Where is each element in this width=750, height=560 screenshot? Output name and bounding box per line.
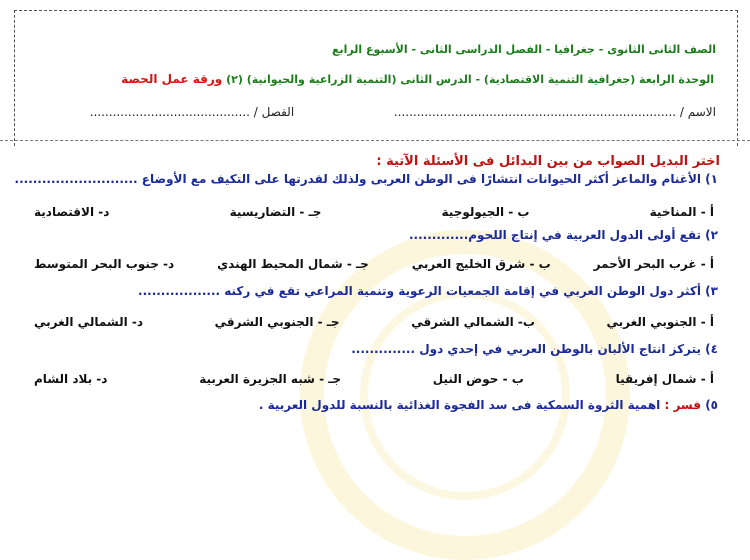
question-5-number: ٥)	[705, 398, 718, 412]
option-b[interactable]: ب- الشمالي الشرقي	[411, 315, 535, 329]
header-line-2	[121, 72, 714, 86]
option-d[interactable]: د- جنوب البحر المتوسط	[34, 257, 175, 271]
option-c[interactable]: جـ - شمال المحيط الهندي	[217, 257, 369, 271]
option-d[interactable]: د- الشمالي الغربي	[34, 315, 144, 329]
option-d[interactable]: د- بلاد الشام	[34, 372, 108, 386]
question-4: ٤) يتركز انتاج الألبان بالوطن العربي في إحدي دول ..............	[351, 342, 718, 356]
question-3-options	[34, 315, 714, 329]
question-4-options	[34, 372, 714, 386]
question-2-options	[34, 257, 714, 271]
header-divider	[0, 140, 750, 141]
option-d[interactable]: د- الاقتصادية	[34, 205, 110, 219]
option-a[interactable]: أ - الجنوبي الغربي	[606, 315, 714, 329]
lesson-title: الوحدة الرابعة (جغرافية التنمية الاقتصادية) - الدرس الثانى (التنمية الزراعية والحيوانية) (٢)	[226, 73, 714, 86]
class-field[interactable]: الفصل / ..........................................	[89, 105, 295, 119]
option-a[interactable]: أ - المناخية	[649, 205, 714, 219]
option-a[interactable]: أ - شمال إفريقيا	[615, 372, 714, 386]
name-field[interactable]: الاسم / ..........................................................................	[393, 105, 716, 119]
question-2: ٢) تقع أولى الدول العربية في إنتاج اللحوم.............	[409, 228, 718, 242]
question-1: ١) الأغنام والماعز أكثر الحيوانات انتشارًا فى الوطن العربى ولذلك لقدرتها على التكيف مع الأوضاع ...........................	[14, 172, 718, 186]
question-1-options	[34, 205, 714, 219]
header-line-1: الصف الثانى الثانوى - جغرافيا - الفصل الدراسى الثانى - الأسبوع الرابع	[331, 43, 716, 56]
option-c[interactable]: جـ - التضاريسية	[229, 205, 322, 219]
option-a[interactable]: أ - غرب البحر الأحمر	[593, 257, 714, 271]
option-b[interactable]: ب - حوض النيل	[432, 372, 524, 386]
question-5-text: اهمية الثروة السمكية فى سد الفجوة الغذائية بالنسبة للدول العربية .	[258, 398, 661, 412]
option-c[interactable]: جـ - شبه الجزيرة العربية	[199, 372, 341, 386]
instruction: اختر البديل الصواب من بين البدائل فى الأسئلة الآتية :	[376, 154, 720, 169]
option-c[interactable]: جـ - الجنوبي الشرقي	[214, 315, 340, 329]
worksheet-title: ورقة عمل الحصة	[121, 72, 223, 86]
option-b[interactable]: ب - شرق الخليج العربي	[411, 257, 551, 271]
student-info	[90, 105, 716, 119]
question-5	[259, 398, 718, 412]
option-b[interactable]: ب - الجيولوجية	[441, 205, 530, 219]
question-3: ٣) أكثر دول الوطن العربي في إقامة الجمعيات الرعوية وتنمية المراعي تقع في ركنه ..................	[138, 284, 718, 298]
question-5-label: فسر :	[664, 398, 701, 412]
